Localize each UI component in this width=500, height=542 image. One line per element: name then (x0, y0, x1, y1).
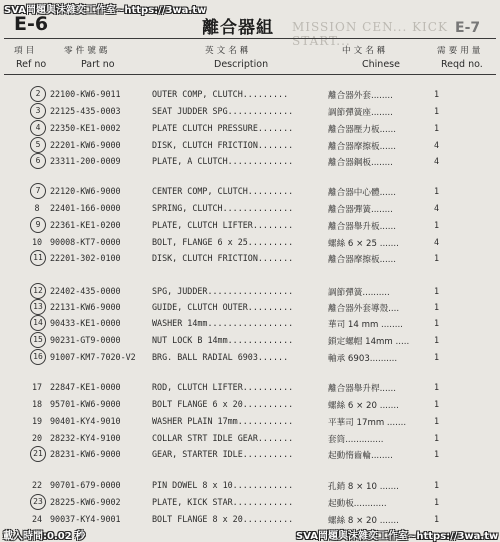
part-no: 22361-KE1-0200 (50, 220, 121, 230)
chinese-name: 軸承 6903.......... (328, 354, 398, 364)
table-row (0, 494, 500, 510)
chinese-name: 螺絲 8 × 20 ....... (328, 516, 399, 526)
watermark-bottom-right: SVA岡題與沫雜奕工作室~https://3wa.tw (296, 531, 499, 542)
table-row (0, 234, 500, 250)
page-title: 離合器組 (202, 18, 274, 38)
quantity: 4 (434, 140, 440, 150)
table-row (0, 217, 500, 233)
description: BRG. BALL RADIAL 6903...... (152, 352, 289, 362)
header-part-cn: 零件號碼 (64, 46, 111, 56)
chinese-name: 離合器摩擦板...... (328, 255, 396, 265)
part-no: 90231-GT9-0000 (50, 335, 121, 345)
quantity: 1 (434, 382, 440, 392)
part-no: 28232-KY4-9100 (50, 433, 121, 443)
table-row (0, 283, 500, 299)
ref-no: 5 (30, 137, 46, 153)
part-no: 22120-KW6-9000 (50, 186, 121, 196)
part-no: 90433-KE1-0000 (50, 318, 121, 328)
description: BOLT FLANGE 6 x 20.......... (152, 399, 294, 409)
quantity: 1 (434, 514, 440, 524)
quantity: 1 (434, 497, 440, 507)
part-no: 22401-166-0000 (50, 203, 121, 213)
header-qty-en: Reqd no. (441, 59, 483, 70)
part-no: 95701-KW6-9000 (50, 399, 121, 409)
part-no: 22402-435-0000 (50, 286, 121, 296)
description: SEAT JUDDER SPG............. (152, 106, 294, 116)
watermark-load-time: 載入時間:0.02 秒 (3, 531, 86, 542)
part-no: 90401-KY4-9010 (50, 416, 121, 426)
part-no: 22847-KE1-0000 (50, 382, 121, 392)
chinese-name: 調節彈簧.......... (328, 288, 390, 298)
table-row (0, 477, 500, 493)
part-no: 22350-KE1-0002 (50, 123, 121, 133)
description: PLATE CLUTCH PRESSURE....... (152, 123, 294, 133)
header-chinese-en: Chinese (362, 59, 400, 70)
table-row (0, 379, 500, 395)
header-desc-cn: 英文名稱 (205, 46, 252, 56)
ref-no: 6 (30, 153, 46, 169)
table-row (0, 315, 500, 331)
quantity: 1 (434, 123, 440, 133)
table-row (0, 396, 500, 412)
chinese-name: 離合器外套導殼.... (328, 304, 400, 314)
part-no: 91007-KM7-7020-V2 (50, 352, 136, 362)
quantity: 1 (434, 106, 440, 116)
chinese-name: 起動板............ (328, 499, 387, 509)
part-no: 28231-KW6-9000 (50, 449, 121, 459)
ref-no: 24 (31, 514, 43, 524)
table-row (0, 153, 500, 169)
part-no: 22201-302-0100 (50, 253, 121, 263)
ref-no: 13 (30, 299, 46, 315)
quantity: 1 (434, 416, 440, 426)
chinese-name: 起動惰齒輪........ (328, 451, 393, 461)
description: ROD, CLUTCH LIFTER.......... (152, 382, 294, 392)
part-no: 22131-KW6-9000 (50, 302, 121, 312)
quantity: 1 (434, 433, 440, 443)
table-row (0, 183, 500, 199)
ref-no: 8 (34, 203, 40, 213)
part-no: 23311-200-0009 (50, 156, 121, 166)
chinese-name: 離合器彈簧........ (328, 205, 393, 215)
ref-no: 20 (31, 433, 43, 443)
part-no: 22201-KW6-9000 (50, 140, 121, 150)
ref-no: 11 (30, 250, 46, 266)
ref-no: 15 (30, 332, 46, 348)
description: BOLT FLANGE 8 x 20.......... (152, 514, 294, 524)
chinese-name: 螺絲 6 × 25 ....... (328, 239, 399, 249)
description: PLATE, CLUTCH LIFTER........ (152, 220, 294, 230)
quantity: 1 (434, 335, 440, 345)
table-row (0, 86, 500, 102)
header-qty-cn: 需要用量 (437, 46, 484, 56)
description: SPG, JUDDER................. (152, 286, 294, 296)
ref-no: 16 (30, 349, 46, 365)
section-code-right: E-7 (455, 20, 481, 36)
chinese-name: 孔銷 8 × 10 ....... (328, 482, 399, 492)
quantity: 1 (434, 89, 440, 99)
part-no: 22100-KW6-9011 (50, 89, 121, 99)
chinese-name: 離合器中心體...... (328, 188, 396, 198)
description: GUIDE, CLUTCH OUTER......... (152, 302, 294, 312)
ref-no: 21 (30, 446, 46, 462)
chinese-name: 華司 14 mm ........ (328, 320, 403, 330)
quantity: 4 (434, 156, 440, 166)
chinese-name: 調節彈簧座........ (328, 108, 393, 118)
ref-no: 10 (31, 237, 43, 247)
table-row (0, 120, 500, 136)
quantity: 1 (434, 480, 440, 490)
ghost-header-text: MISSION CEN... KICK START... (292, 20, 448, 48)
ref-no: 9 (30, 217, 46, 233)
ref-no: 3 (30, 103, 46, 119)
quantity: 1 (434, 220, 440, 230)
header-ref-cn: 項目 (14, 46, 38, 56)
ref-no: 18 (31, 399, 43, 409)
quantity: 1 (434, 253, 440, 263)
description: PLATE, A CLUTCH............. (152, 156, 294, 166)
header-chinese-cn: 中文名稱 (342, 46, 389, 56)
quantity: 4 (434, 203, 440, 213)
table-row (0, 200, 500, 216)
chinese-name: 離合器摩擦板...... (328, 142, 396, 152)
description: SPRING, CLUTCH.............. (152, 203, 294, 213)
description: DISK, CLUTCH FRICTION....... (152, 140, 294, 150)
description: BOLT, FLANGE 6 x 25......... (152, 237, 294, 247)
table-row (0, 413, 500, 429)
quantity: 1 (434, 399, 440, 409)
ref-no: 19 (31, 416, 43, 426)
table-row (0, 332, 500, 348)
quantity: 1 (434, 449, 440, 459)
chinese-name: 離合器外套........ (328, 91, 393, 101)
description: PLATE, KICK STAR............ (152, 497, 294, 507)
table-row (0, 250, 500, 266)
ref-no: 22 (31, 480, 43, 490)
ref-no: 2 (30, 86, 46, 102)
table-row (0, 511, 500, 527)
watermark-top: SVA岡題與沫雜奕工作室~https://3wa.tw (4, 5, 207, 16)
header-desc-en: Description (214, 59, 269, 70)
chinese-name: 平華司 17mm ....... (328, 418, 407, 428)
ref-no: 14 (30, 315, 46, 331)
ref-no: 23 (30, 494, 46, 510)
header-ref-en: Ref no (16, 59, 47, 70)
description: CENTER COMP, CLUTCH......... (152, 186, 294, 196)
quantity: 1 (434, 302, 440, 312)
description: NUT LOCK B 14mm............. (152, 335, 294, 345)
part-no: 90701-679-0000 (50, 480, 121, 490)
description: COLLAR STRT IDLE GEAR....... (152, 433, 294, 443)
chinese-name: 離合器壓力板...... (328, 125, 396, 135)
quantity: 1 (434, 318, 440, 328)
ref-no: 7 (30, 183, 46, 199)
table-row (0, 103, 500, 119)
part-no: 28225-KW6-9002 (50, 497, 121, 507)
quantity: 4 (434, 237, 440, 247)
quantity: 1 (434, 352, 440, 362)
description: DISK, CLUTCH FRICTION....... (152, 253, 294, 263)
quantity: 1 (434, 186, 440, 196)
table-row (0, 137, 500, 153)
chinese-name: 離合器舉升桿...... (328, 384, 396, 394)
table-row (0, 349, 500, 365)
table-row (0, 430, 500, 446)
description: WASHER 14mm................. (152, 318, 294, 328)
table-row (0, 446, 500, 462)
description: OUTER COMP, CLUTCH......... (152, 89, 289, 99)
part-no: 90008-KT7-0000 (50, 237, 121, 247)
part-no: 22125-435-0003 (50, 106, 121, 116)
chinese-name: 套筒.............. (328, 435, 384, 445)
description: PIN DOWEL 8 x 10............ (152, 480, 294, 490)
header-part-en: Part no (81, 59, 115, 70)
section-code: E-6 (14, 13, 49, 35)
ref-no: 4 (30, 120, 46, 136)
table-row (0, 299, 500, 315)
chinese-name: 離合器鋼板........ (328, 158, 393, 168)
chinese-name: 鎖定螺帽 14mm ..... (328, 337, 410, 347)
part-no: 90037-KY4-9001 (50, 514, 121, 524)
quantity: 1 (434, 286, 440, 296)
ref-no: 12 (30, 283, 46, 299)
chinese-name: 離合器舉升板...... (328, 222, 396, 232)
chinese-name: 螺絲 6 × 20 ....... (328, 401, 399, 411)
ref-no: 17 (31, 382, 43, 392)
description: GEAR, STARTER IDLE.......... (152, 449, 294, 459)
description: WASHER PLAIN 17mm........... (152, 416, 294, 426)
